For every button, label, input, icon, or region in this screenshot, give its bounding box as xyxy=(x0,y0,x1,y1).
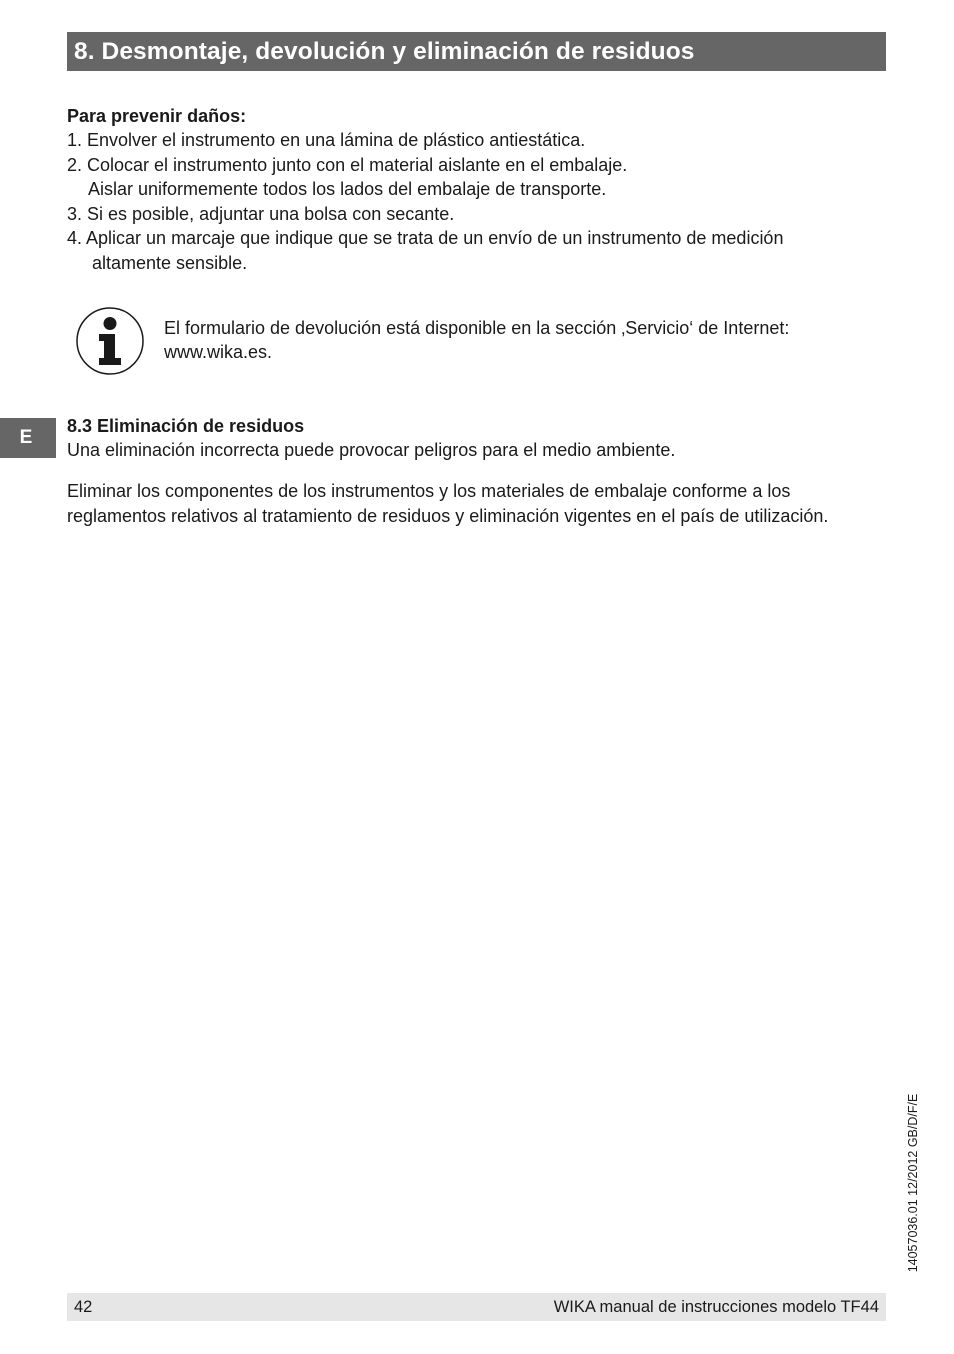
list-item: 4. Aplicar un marcaje que indique que se trata de un envío de un instrumento de medición xyxy=(67,228,784,248)
paragraph: Una eliminación incorrecta puede provocar peligros para el medio ambiente. xyxy=(67,440,676,460)
info-icon xyxy=(75,306,145,376)
footer-title: WIKA manual de instrucciones modelo TF44 xyxy=(553,1297,879,1316)
prevent-heading: Para prevenir daños: xyxy=(67,106,247,126)
list-item: 2. Colocar el instrumento junto con el material aislante en el embalaje. xyxy=(67,155,628,175)
list-item-continuation: Aislar uniformemente todos los lados del embalaje de transporte. xyxy=(88,179,607,199)
document-code xyxy=(904,1085,922,1280)
list-item: 3. Si es posible, adjuntar una bolsa con secante. xyxy=(67,204,455,224)
section-header xyxy=(67,32,886,71)
info-text-line: www.wika.es. xyxy=(164,342,273,362)
subsection-heading: 8.3 Eliminación de residuos xyxy=(67,416,305,436)
paragraph-line: Eliminar los componentes de los instrumentos y los materiales de embalaje conforme a los xyxy=(67,481,791,501)
language-tab xyxy=(0,418,56,458)
page-number: 42 xyxy=(74,1297,93,1316)
info-text-line: El formulario de devolución está disponible en la sección ‚Servicio‘ de Internet: xyxy=(164,318,790,338)
page-footer xyxy=(67,1293,886,1321)
list-item-continuation: altamente sensible. xyxy=(92,253,248,273)
section-title: 8. Desmontaje, devolución y eliminación de residuos xyxy=(74,37,695,65)
paragraph-line: reglamentos relativos al tratamiento de residuos y eliminación vigentes en el país de utilización. xyxy=(67,506,829,526)
list-item: 1. Envolver el instrumento en una lámina de plástico antiestática. xyxy=(67,130,586,150)
language-tab-label: E xyxy=(19,427,33,448)
document-code-text: 14057036.01 12/2012 GB/D/F/E xyxy=(906,1093,920,1272)
